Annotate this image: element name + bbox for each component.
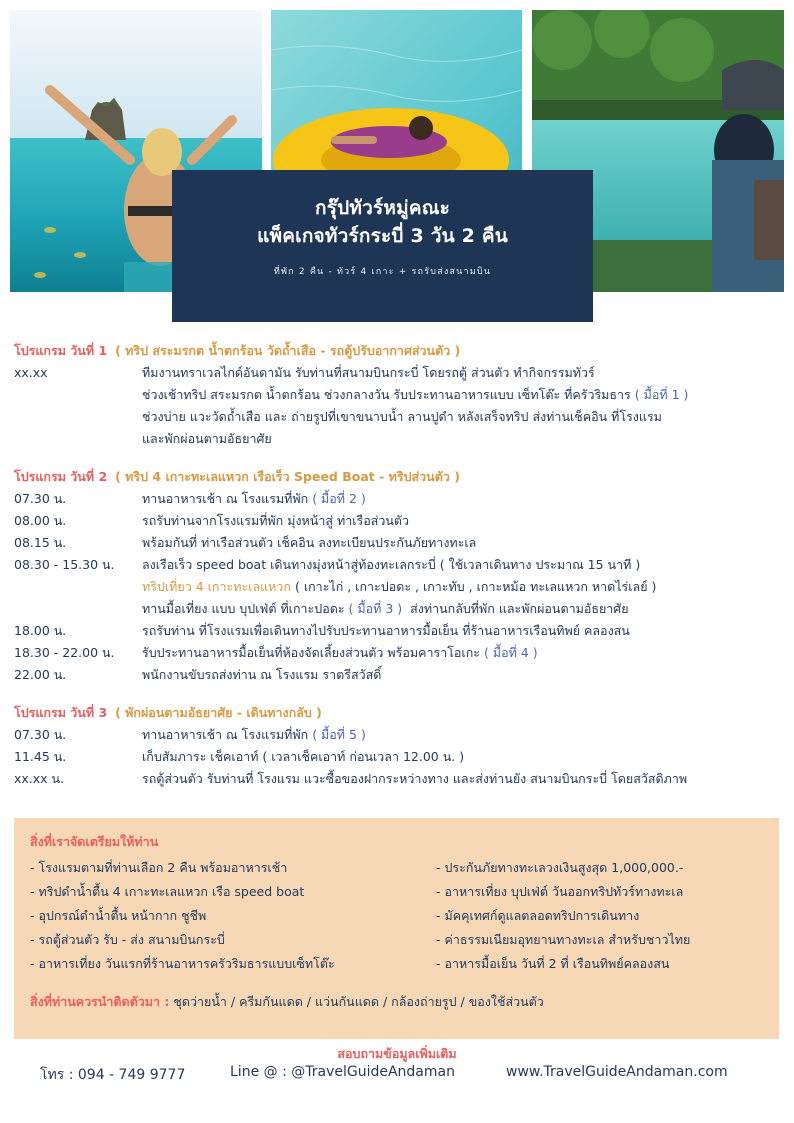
bring-text: ชุดว่ายน้ำ / ครีมกันแดด / แว่นกันแดด / กล้องถ่ายรูป / ของใช้ส่วนตัว [173,994,544,1009]
day1-row [14,428,784,450]
day2-text: ทานมื้อเที่ยง แบบ บุปเฟ่ต์ ที่เกาะปอดะ [142,601,345,616]
day2-time: 18.30 - 22.00 น. [14,645,115,660]
day1-subtitle: ( ทริป สระมรกต น้ำตกร้อน วัดถ้ำเสือ - รถตู้ปรับอากาศส่วนตัว ) [115,343,461,358]
included-item: - รถตู้ส่วนตัว รับ - ส่ง สนามบินกระบี่ [30,932,225,947]
contact-line-id[interactable]: Line @ : @TravelGuideAndaman [230,1064,455,1080]
day3-text: ทานอาหารเช้า ณ โรงแรมที่พัก [142,727,309,742]
day3-text: เก็บสัมภาระ เช็คเอาท์ ( เวลาเช็คเอาท์ ก่อนเวลา 12.00 น. ) [142,749,465,764]
day2-row [14,642,784,664]
day2-text: พนักงานขับรถส่งท่าน ณ โรงแรม ราตรีสวัสดิ์ [142,667,382,682]
day2-text: ส่งท่านกลับที่พัก และพักผ่อนตามอัธยาศัย [410,601,629,616]
included-item: - โรงแรมตามที่ท่านเลือก 2 คืน พร้อมอาหารเช้า [30,860,288,875]
bring-label: สิ่งที่ท่านควรนำติดตัวมา : [30,994,170,1009]
day3-time: 11.45 น. [14,749,67,764]
meal-badge: ( มื้อที่ 2 ) [312,491,366,506]
included-right-column [436,856,763,976]
day2-text: พร้อมกันที่ ท่าเรือส่วนตัว เช็คอิน ลงทะเบียนประกันภัยทางทะเล [142,535,477,550]
page-subtitle: ที่พัก 2 คืน - ทัวร์ 4 เกาะ + รถรับส่งสนามบิน [273,267,492,277]
day1-line3: ช่วงบ่าย แวะวัดถ้ำเสือ และ ถ่ายรูปที่เขาขนาบน้ำ ลานปูดำ หลังเสร็จทริป ส่งท่านเช็คอิน ที่โรงแรม [142,409,662,424]
day3-row [14,746,784,768]
contact-website-link[interactable]: www.TravelGuideAndaman.com [506,1064,728,1080]
day3-heading [14,702,784,724]
included-item: - ประกันภัยทางทะเลวงเงินสูงสุด 1,000,000.- [436,860,684,875]
day2-row [14,488,784,510]
title-box [172,170,593,322]
day3-subtitle: ( พักผ่อนตามอัธยาศัย - เดินทางกลับ ) [115,705,322,720]
included-item: - อาหารเที่ยง วันแรกที่ร้านอาหารครัวริมธารแบบเซ็ทโต๊ะ [30,956,335,971]
day1-label: โปรแกรม วันที่ 1 [14,343,108,358]
included-item: - ค่าธรรมเนียมอุทยานทางทะเล สำหรับชาวไทย [436,932,691,947]
day2-time: 07.30 น. [14,491,67,506]
day2-time: 08.00 น. [14,513,67,528]
day3-row [14,724,784,746]
meal-badge: ( มื้อที่ 3 ) [348,601,403,616]
included-item: - ทริปดำน้ำตื้น 4 เกาะทะเลแหวก เรือ speed boat [30,884,305,899]
contact-title: สอบถามข้อมูลเพิ่มเติม [337,1046,457,1061]
meal-badge: ( มื้อที่ 1 ) [634,387,689,402]
included-list [30,856,763,976]
page-title-line1: กรุ๊ปทัวร์หมู่คณะ [315,197,450,219]
included-title: สิ่งที่เราจัดเตรียมให้ท่าน [30,834,159,849]
day2-row [14,664,784,686]
day2-text: รับประทานอาหารมื้อเย็นที่ห้องจัดเลี้ยงส่วนตัว พร้อมคาราโอเกะ [142,645,480,660]
included-item: - อุปกรณ์ดำน้ำตื้น หน้ากาก ชูชีพ [30,908,207,923]
day2-time: 08.30 - 15.30 น. [14,557,115,572]
day2-row [14,532,784,554]
itinerary [14,340,784,790]
day2-time: 22.00 น. [14,667,67,682]
day2-text: ทานอาหารเช้า ณ โรงแรมที่พัก [142,491,309,506]
day2-row [14,598,784,620]
day2-row [14,576,784,598]
day2-row [14,510,784,532]
day3-time: xx.xx น. [14,771,65,786]
day1-row [14,384,784,406]
day2-heading [14,466,784,488]
day2-text: ( เกาะไก่ , เกาะปอดะ , เกาะทับ , เกาะหม้อ ทะเลแหวก หาดไร่เลย์ ) [294,579,657,594]
page-title-line2: แพ็คเกจทัวร์กระบี่ 3 วัน 2 คืน [257,225,508,247]
included-item: - มัคคุเทศก์ดูแลตลอดทริปการเดินทาง [436,908,640,923]
day1-row [14,362,784,384]
day3-time: 07.30 น. [14,727,67,742]
day2-row [14,620,784,642]
day2-text: รถรับท่านจากโรงแรมที่พัก มุ่งหน้าสู่ ท่าเรือส่วนตัว [142,513,410,528]
trip-name: ทริปเที่ยว 4 เกาะทะเลแหวก [142,579,291,594]
day1-row [14,406,784,428]
meal-badge: ( มื้อที่ 5 ) [312,727,366,742]
day3-text: รถตู้ส่วนตัว รับท่านที่ โรงแรม แวะซื้อของฝากระหว่างทาง และส่งท่านยัง สนามบินกระบี่ โดยสวัสดิภาพ [142,771,688,786]
day1-line2: ช่วงเช้าทริป สระมรกต น้ำตกร้อน ช่วงกลางวัน รับประทานอาหารแบบ เซ็ทโต๊ะ ที่ครัวริมธาร [142,387,631,402]
meal-badge: ( มื้อที่ 4 ) [483,645,538,660]
included-left-column [30,856,436,976]
day1-line1: ทีมงานทราเวลไกด์อันดามัน รับท่านที่สนามบินกระบี่ โดยรถตู้ ส่วนตัว ทำกิจกรรมทัวร์ [142,365,595,380]
day1-time: xx.xx [14,365,48,380]
day2-text: ลงเรือเร็ว speed boat เดินทางมุ่งหน้าสู่ท้องทะเลกระบี่ ( ใช้เวลาเดินทาง ประมาณ 15 นาที ) [142,557,641,572]
contact-phone[interactable]: โทร : 094 - 749 9777 [40,1067,186,1083]
included-box [14,818,779,1039]
day2-row [14,554,784,576]
day2-time: 08.15 น. [14,535,67,550]
day3-label: โปรแกรม วันที่ 3 [14,705,108,720]
included-item: - อาหารมื้อเย็น วันที่ 2 ที่ เรือนทิพย์คลองสน [436,956,670,971]
day2-subtitle: ( ทริป 4 เกาะทะเลแหวก เรือเร็ว Speed Boat - ทริปส่วนตัว ) [115,469,460,484]
day1-line4: และพักผ่อนตามอัธยาศัย [142,431,272,446]
day2-label: โปรแกรม วันที่ 2 [14,469,108,484]
day2-text: รถรับท่าน ที่โรงแรมเพื่อเดินทางไปรับประทานอาหารมื้อเย็น ที่ร้านอาหารเรือนทิพย์ คลองสน [142,623,630,638]
bring-list [30,990,763,1014]
day1-heading [14,340,784,362]
day2-time: 18.00 น. [14,623,67,638]
day3-row [14,768,784,790]
included-item: - อาหารเที่ยง บุปเฟ่ต์ วันออกทริปทัวร์ทางทะเล [436,884,684,899]
